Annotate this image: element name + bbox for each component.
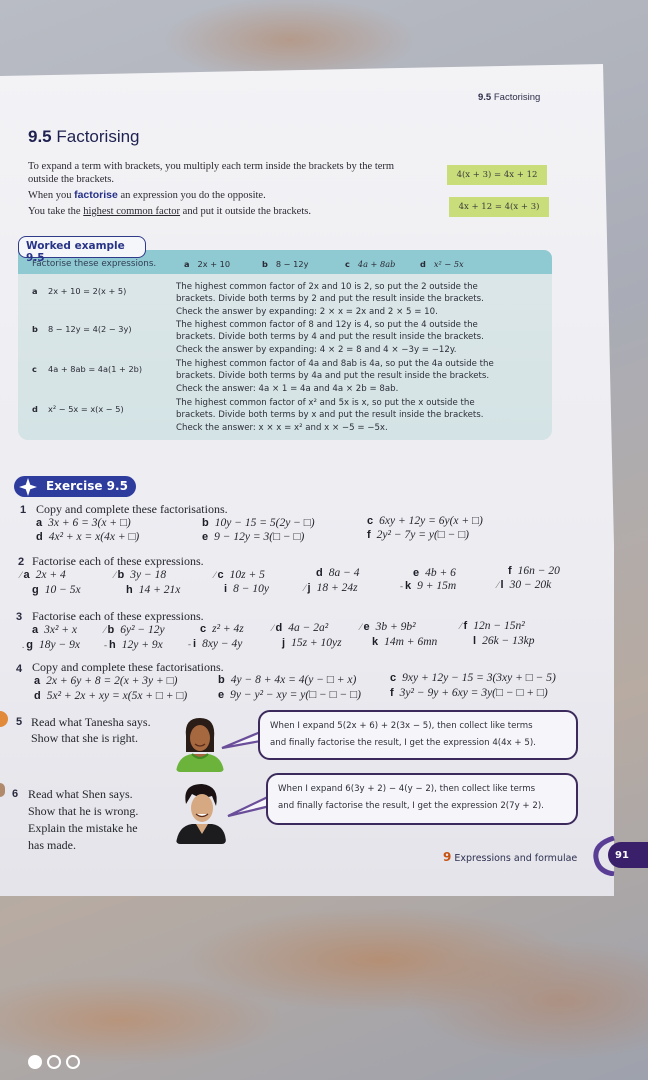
question-2-item-a: ⁄ a 2x + 4 [20, 569, 66, 581]
question-3-text: Factorise each of these expressions. [32, 609, 204, 623]
question-1-item-a: a 3x + 6 = 3(x + □) [36, 517, 131, 529]
section-title: 9.5 Factorising [28, 127, 140, 146]
worked-part-d: d x² − 5x [420, 259, 464, 269]
worked-part-b: b 8 − 12y [262, 259, 309, 269]
worked-answer-c: c 4a + 8ab = 4a(1 + 2b) [32, 364, 143, 374]
question-3-item-k: k 14m + 6mn [372, 636, 438, 648]
worked-answer-d: d x² − 5x = x(x − 5) [32, 404, 124, 414]
question-3-item-l: l 26k − 13kp [473, 635, 535, 647]
question-3-item-h: - h 12y + 9x [104, 639, 163, 651]
question-2-item-k: - k 9 + 15m [400, 580, 457, 592]
worked-explanation-a: The highest common factor of 2x and 10 is 2, so put the 2 outside the brackets. Divide both terms by 2 and put the result inside the brackets. Check the answer by expanding: 2 × x = 2x and 2 × 5 = 10. [176, 282, 484, 317]
chapter-footer: 9 Expressions and formulae [443, 850, 578, 864]
image-carousel-indicator [28, 1055, 80, 1069]
question-3-item-i: - i 8xy − 4y [188, 638, 243, 650]
question-4-item-e: e 9y − y² − xy = y(□ − □ − □) [218, 689, 361, 701]
worked-example-title: Worked example 9.5 [18, 236, 146, 258]
carousel-dot-2[interactable] [47, 1055, 61, 1069]
question-4-item-f: f 3y² − 9y + 6xy = 3y(□ − □ + □) [390, 687, 548, 699]
keyword-factorise: factorise [74, 189, 118, 201]
question-2-item-e: e 4b + 6 [413, 567, 456, 579]
question-3-item-e: ⁄ e 3b + 9b² [360, 621, 416, 633]
question-2-item-c: ⁄ c 10z + 5 [214, 569, 265, 581]
question-4-item-c: c 9xy + 12y − 15 = 3(3xy + □ − 5) [390, 672, 556, 684]
page-number-badge: 91 [608, 842, 648, 868]
intro-paragraph-1: To expand a term with brackets, you multiply each term inside the brackets by the term outside the brackets. [28, 161, 395, 185]
carousel-dot-3[interactable] [66, 1055, 80, 1069]
intro-text [28, 160, 408, 221]
question-3-item-b: ⁄ b 6y² − 12y [104, 624, 165, 636]
keyword-hcf: highest common factor [83, 206, 181, 217]
carousel-dot-1[interactable] [28, 1055, 42, 1069]
question-1-item-b: b 10y − 15 = 5(2y − □) [202, 517, 315, 529]
worked-example-question: Factorise these expressions. [32, 259, 157, 269]
question-2-item-f: f 16n − 20 [508, 565, 560, 577]
worked-answer-b: b 8 − 12y = 4(2 − 3y) [32, 324, 132, 334]
shen-speech-bubble: When I expand 6(3y + 2) − 4(y − 2), then collect like terms and finally factorise the result, I get the expression 2(7y + 2). [266, 773, 578, 825]
key-box-factorise: 4x + 12 = 4(x + 3) [449, 197, 549, 217]
question-2-item-h: h 14 + 21x [126, 584, 181, 596]
worked-part-c: c 4a + 8ab [345, 259, 396, 269]
worked-explanation-b: The highest common factor of 8 and 12y is 4, so put the 4 outside the brackets. Divide both terms by 4 and put the result inside the brackets. Check the answer by expanding: 4 × 2 = 8 and 4 × −3y = −12y. [176, 320, 484, 355]
question-4-item-b: b 4y − 8 + 4x = 4(y − □ + x) [218, 674, 357, 686]
question-1-item-c: c 6xy + 12y = 6y(x + □) [367, 515, 483, 527]
question-3-item-a: a 3x² + x [32, 624, 78, 636]
question-2-number: 2 [18, 556, 25, 568]
question-4-item-d: d 5x² + 2x + xy = x(5x + □ + □) [34, 690, 188, 702]
question-3-item-d: ⁄ d 4a − 2a² [272, 622, 329, 634]
question-5-text: Read what Tanesha says. Show that she is right. [31, 715, 151, 745]
question-3-item-f: ⁄ f 12n − 15n² [460, 620, 525, 632]
question-1-item-d: d 4x² + x = x(4x + □) [36, 531, 140, 543]
question-2-item-d: d 8a − 4 [316, 567, 360, 579]
intro-paragraph-2: When you factorise an expression you do the opposite. [28, 189, 266, 201]
question-6-number: 6 [12, 788, 19, 800]
question-4-item-a: a 2x + 6y + 8 = 2(x + 3y + □) [34, 675, 178, 687]
question-3-item-g: . g 18y − 9x [22, 639, 80, 651]
question-2-item-i: i 8 − 10y [224, 583, 269, 595]
intro-paragraph-3: You take the highest common factor and put it outside the brackets. [28, 206, 311, 217]
worked-explanation-c: The highest common factor of 4a and 8ab is 4a, so put the 4a outside the brackets. Divide both terms by 4a and put the result inside the brackets. Check the answer: 4a × 1 = 4a and 4a × 2b = 8ab. [176, 359, 494, 394]
question-3-number: 3 [16, 611, 23, 623]
question-3-item-c: c z² + 4z [200, 623, 244, 635]
worked-answer-a: a 2x + 10 = 2(x + 5) [32, 286, 127, 296]
question-1-number: 1 [20, 504, 27, 516]
question-4-number: 4 [16, 663, 23, 675]
question-2-item-g: g 10 − 5x [32, 584, 81, 596]
question-1-text: Copy and complete these factorisations. [36, 502, 228, 516]
question-2-item-l: ⁄ l 30 − 20k [497, 579, 552, 591]
key-box-expand: 4(x + 3) = 4x + 12 [447, 165, 547, 185]
running-head: 9.5 Factorising [478, 92, 541, 103]
question-2-item-b: ⁄ b 3y − 18 [114, 569, 167, 581]
exercise-title: Exercise 9.5 [14, 476, 136, 497]
question-4-text: Copy and complete these factorisations. [32, 660, 224, 674]
tanesha-avatar-icon [176, 716, 224, 772]
question-2-text: Factorise each of these expressions. [32, 554, 204, 568]
worked-part-a: a 2x + 10 [184, 259, 231, 269]
question-1-item-e: e 9 − 12y = 3(□ − □) [202, 531, 305, 543]
shen-avatar-icon [176, 782, 226, 844]
worked-explanation-d: The highest common factor of x² and 5x is x, so put the x outside the brackets. Divide both terms by x and put the result inside the brackets. Check the answer: x × x = x² and x × −5 = −5x. [176, 398, 484, 433]
star-icon [19, 478, 37, 496]
tanesha-speech-bubble: When I expand 5(2x + 6) + 2(3x − 5), then collect like terms and finally factorise the result, I get the expression 4(4x + 5). [258, 710, 578, 760]
question-3-item-j: j 15z + 10yz [282, 637, 342, 649]
question-6-text: Read what Shen says. Show that he is wrong. Explain the mistake he has made. [28, 787, 139, 852]
question-2-item-j: ⁄ j 18 + 24z [304, 582, 358, 594]
question-5-number: 5 [16, 716, 23, 728]
question-1-item-f: f 2y² − 7y = y(□ − □) [367, 529, 470, 541]
